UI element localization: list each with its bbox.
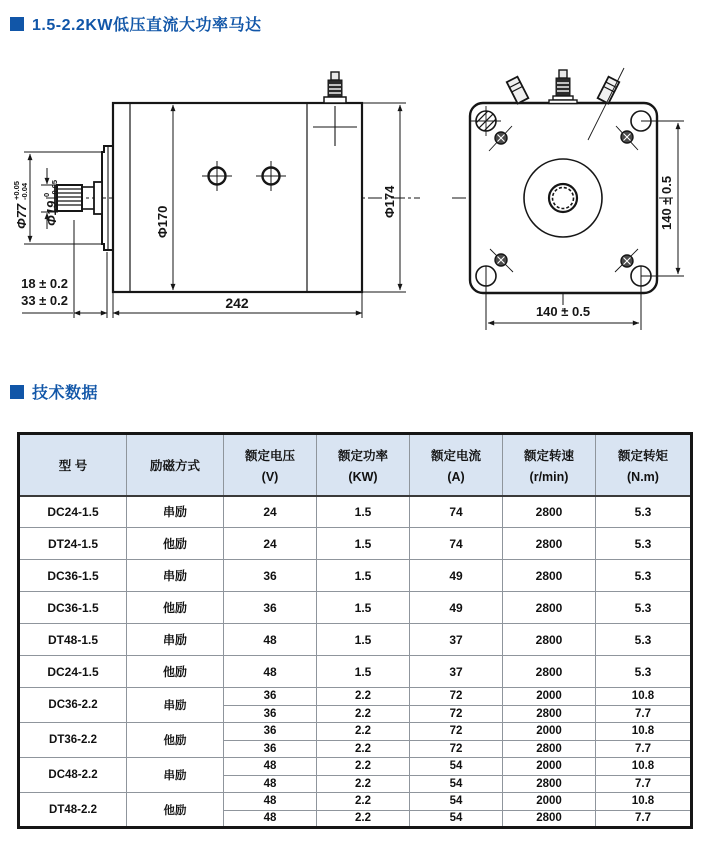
model-cell: DC36-2.2 xyxy=(19,688,127,723)
spec-value-cell: 72 xyxy=(410,723,503,741)
spec-value-cell: 10.8 xyxy=(596,723,692,741)
motor-front-view xyxy=(452,68,684,330)
spec-value-cell: 2.2 xyxy=(317,793,410,811)
spec-value-cell: 2800 xyxy=(503,775,596,793)
excitation-cell: 串励 xyxy=(127,496,224,528)
motor-side-view xyxy=(22,72,420,318)
spec-value-cell: 37 xyxy=(410,624,503,656)
spec-value-cell: 36 xyxy=(224,723,317,741)
spec-value-cell: 2800 xyxy=(503,705,596,723)
dim-18-label: 18 ± 0.2 xyxy=(21,276,68,291)
spec-value-cell: 72 xyxy=(410,740,503,758)
terminal-stud-icon xyxy=(549,70,577,104)
dim-front-height-label: 140 ± 0.5 xyxy=(659,175,674,230)
dim-phi77-label: Φ77 xyxy=(14,203,29,229)
splined-shaft-icon xyxy=(55,185,82,211)
spec-value-cell: 54 xyxy=(410,758,503,776)
spec-table-body xyxy=(19,496,692,828)
model-cell: DT48-1.5 xyxy=(19,624,127,656)
spec-value-cell: 2.2 xyxy=(317,688,410,706)
spec-value-cell: 2800 xyxy=(503,528,596,560)
spec-value-cell: 1.5 xyxy=(317,656,410,688)
spec-value-cell: 7.7 xyxy=(596,775,692,793)
dim-phi19-label: Φ19 xyxy=(44,200,59,226)
table-row xyxy=(19,528,692,560)
model-cell: DT48-2.2 xyxy=(19,793,127,828)
spec-value-cell: 74 xyxy=(410,528,503,560)
table-row xyxy=(19,656,692,688)
spec-value-cell: 48 xyxy=(224,775,317,793)
model-cell: DC24-1.5 xyxy=(19,656,127,688)
spec-value-cell: 2.2 xyxy=(317,705,410,723)
spec-value-cell: 48 xyxy=(224,656,317,688)
model-cell: DT24-1.5 xyxy=(19,528,127,560)
spec-value-cell: 2800 xyxy=(503,496,596,528)
excitation-cell: 串励 xyxy=(127,624,224,656)
excitation-cell: 他励 xyxy=(127,656,224,688)
col-header-excitation: 励磁方式 xyxy=(127,434,224,496)
spec-value-cell: 5.3 xyxy=(596,592,692,624)
spec-value-cell: 2800 xyxy=(503,624,596,656)
dim-phi19-tol-upper: 0 xyxy=(42,192,51,197)
dim-phi170-label: Φ170 xyxy=(155,205,170,238)
spec-value-cell: 54 xyxy=(410,810,503,828)
spec-value-cell: 48 xyxy=(224,810,317,828)
spec-value-cell: 2.2 xyxy=(317,810,410,828)
blue-square-bullet-icon xyxy=(10,385,24,399)
dim-33-label: 33 ± 0.2 xyxy=(21,293,68,308)
model-cell: DC36-1.5 xyxy=(19,592,127,624)
spec-value-cell: 10.8 xyxy=(596,758,692,776)
technical-data-title: 技术数据 xyxy=(32,385,99,402)
spec-value-cell: 1.5 xyxy=(317,560,410,592)
spec-value-cell: 74 xyxy=(410,496,503,528)
blue-square-bullet-icon xyxy=(10,17,24,31)
spec-value-cell: 2800 xyxy=(503,810,596,828)
dim-phi19-tol-lower: -0.05 xyxy=(50,179,59,197)
table-row xyxy=(19,758,692,776)
spec-value-cell: 2.2 xyxy=(317,723,410,741)
spec-table-container xyxy=(17,432,693,829)
excitation-cell: 他励 xyxy=(127,793,224,828)
spec-value-cell: 1.5 xyxy=(317,528,410,560)
table-row xyxy=(19,496,692,528)
dim-242-label: 242 xyxy=(225,295,249,311)
spec-value-cell: 48 xyxy=(224,758,317,776)
spec-value-cell: 10.8 xyxy=(596,688,692,706)
spec-value-cell: 1.5 xyxy=(317,496,410,528)
spec-value-cell: 36 xyxy=(224,740,317,758)
col-header-model: 型 号 xyxy=(19,434,127,496)
spec-value-cell: 24 xyxy=(224,528,317,560)
excitation-cell: 他励 xyxy=(127,528,224,560)
spec-value-cell: 2800 xyxy=(503,592,596,624)
spec-value-cell: 2000 xyxy=(503,688,596,706)
spec-value-cell: 2000 xyxy=(503,793,596,811)
technical-data-heading xyxy=(10,380,98,403)
model-cell: DC48-2.2 xyxy=(19,758,127,793)
table-row xyxy=(19,560,692,592)
spec-value-cell: 7.7 xyxy=(596,740,692,758)
spec-value-cell: 7.7 xyxy=(596,705,692,723)
spec-value-cell: 2800 xyxy=(503,560,596,592)
spec-table-header xyxy=(19,434,692,496)
spec-value-cell: 2.2 xyxy=(317,775,410,793)
spec-value-cell: 2.2 xyxy=(317,740,410,758)
col-header-current: 额定电流 (A) xyxy=(410,434,503,496)
table-row xyxy=(19,793,692,811)
model-cell: DT36-2.2 xyxy=(19,723,127,758)
excitation-cell: 他励 xyxy=(127,723,224,758)
spec-value-cell: 36 xyxy=(224,705,317,723)
excitation-cell: 串励 xyxy=(127,560,224,592)
dim-phi77-tol-upper: +0.05 xyxy=(12,181,21,200)
spec-value-cell: 49 xyxy=(410,592,503,624)
dim-phi77-tol-lower: -0.04 xyxy=(20,182,29,200)
spec-value-cell: 49 xyxy=(410,560,503,592)
excitation-cell: 串励 xyxy=(127,688,224,723)
spec-value-cell: 48 xyxy=(224,793,317,811)
spec-table xyxy=(17,432,693,829)
spec-value-cell: 2000 xyxy=(503,758,596,776)
spec-value-cell: 5.3 xyxy=(596,528,692,560)
col-header-torque: 额定转矩 (N.m) xyxy=(596,434,692,496)
excitation-cell: 他励 xyxy=(127,592,224,624)
spec-value-cell: 24 xyxy=(224,496,317,528)
terminal-bolt-icon xyxy=(507,77,529,104)
table-row xyxy=(19,592,692,624)
col-header-voltage: 额定电压 (V) xyxy=(224,434,317,496)
spec-value-cell: 36 xyxy=(224,592,317,624)
spec-value-cell: 37 xyxy=(410,656,503,688)
spec-value-cell: 36 xyxy=(224,688,317,706)
spec-value-cell: 5.3 xyxy=(596,496,692,528)
spec-value-cell: 5.3 xyxy=(596,656,692,688)
table-row xyxy=(19,723,692,741)
product-title: 1.5-2.2KW低压直流大功率马达 xyxy=(32,17,262,34)
dim-front-width-label: 140 ± 0.5 xyxy=(535,304,591,319)
spec-value-cell: 48 xyxy=(224,624,317,656)
excitation-cell: 串励 xyxy=(127,758,224,793)
spec-value-cell: 2000 xyxy=(503,723,596,741)
spec-value-cell: 54 xyxy=(410,793,503,811)
spec-value-cell: 2800 xyxy=(503,656,596,688)
col-header-speed: 额定转速 (r/min) xyxy=(503,434,596,496)
spec-value-cell: 5.3 xyxy=(596,624,692,656)
spec-value-cell: 2800 xyxy=(503,740,596,758)
dim-phi174-label: Φ174 xyxy=(382,185,397,218)
spec-value-cell: 1.5 xyxy=(317,624,410,656)
model-cell: DC36-1.5 xyxy=(19,560,127,592)
spec-value-cell: 54 xyxy=(410,775,503,793)
terminal-stud-icon xyxy=(324,72,346,103)
spec-value-cell: 5.3 xyxy=(596,560,692,592)
spec-value-cell: 10.8 xyxy=(596,793,692,811)
spec-value-cell: 72 xyxy=(410,705,503,723)
table-row xyxy=(19,624,692,656)
product-title-heading xyxy=(10,12,261,35)
spec-value-cell: 1.5 xyxy=(317,592,410,624)
spec-value-cell: 2.2 xyxy=(317,758,410,776)
model-cell: DC24-1.5 xyxy=(19,496,127,528)
spec-value-cell: 36 xyxy=(224,560,317,592)
motor-technical-drawing xyxy=(0,55,705,390)
col-header-power: 额定功率 (KW) xyxy=(317,434,410,496)
spec-value-cell: 7.7 xyxy=(596,810,692,828)
spec-value-cell: 72 xyxy=(410,688,503,706)
table-row xyxy=(19,688,692,706)
